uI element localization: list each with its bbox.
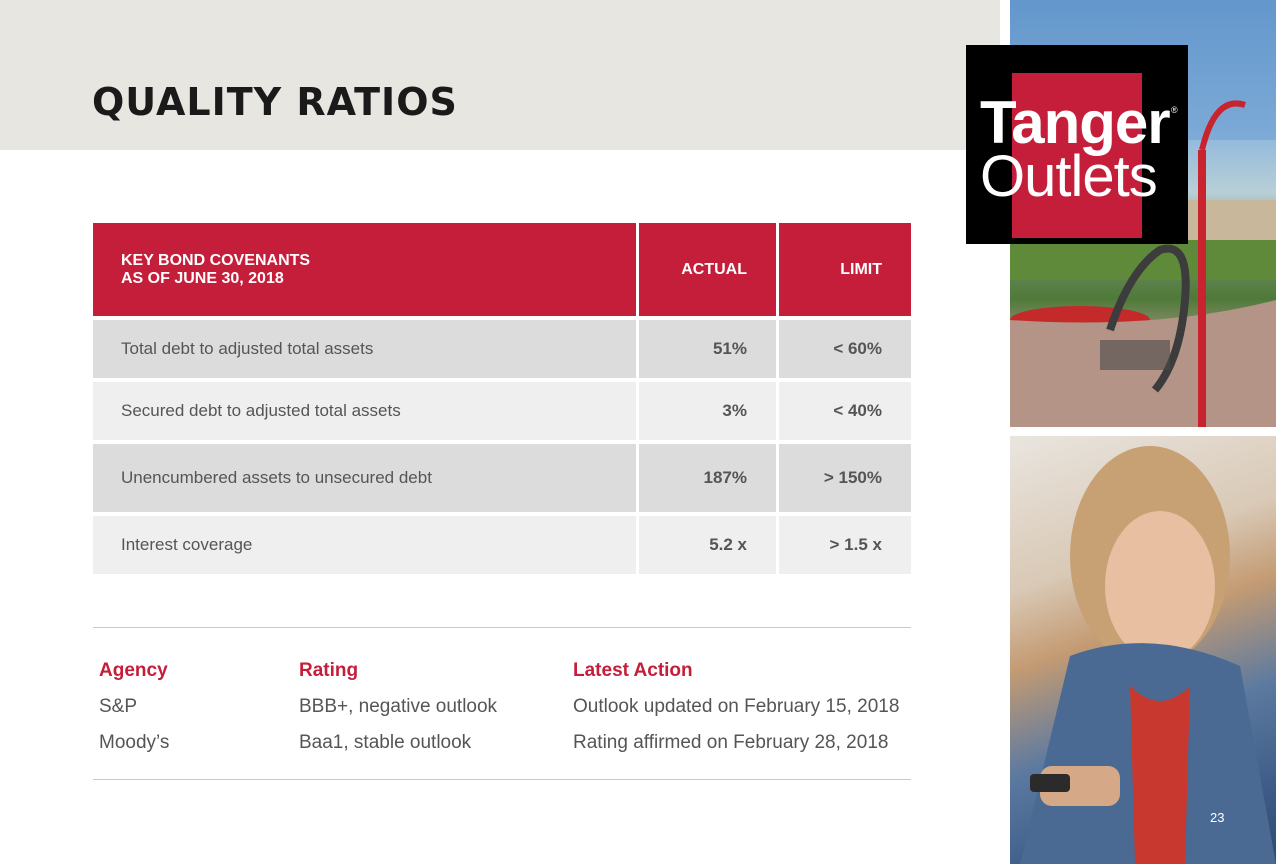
covenant-limit: > 1.5 x	[776, 516, 911, 574]
covenant-actual: 5.2 x	[636, 516, 776, 574]
rating-value: Baa1, stable outlook	[299, 732, 472, 753]
rating-agency: S&P	[99, 696, 138, 717]
logo-word-tanger: Tanger	[980, 89, 1170, 156]
page-title: QUALITY RATIOS	[92, 80, 458, 124]
rating-action: Outlook updated on February 15, 2018	[573, 696, 900, 717]
covenant-name: Total debt to adjusted total assets	[121, 339, 374, 358]
registered-mark: ®	[1171, 105, 1178, 115]
logo-word-outlets: Outlets	[980, 144, 1157, 209]
table-row	[99, 725, 959, 761]
table-row	[93, 320, 911, 382]
ratings-table	[99, 653, 959, 761]
table-row	[93, 444, 911, 516]
table-row	[99, 689, 959, 725]
covenant-actual: 3%	[636, 382, 776, 440]
rating-value: BBB+, negative outlook	[299, 696, 498, 717]
covenant-limit: < 60%	[776, 320, 911, 378]
covenants-table-header	[93, 223, 911, 320]
table-row	[93, 382, 911, 444]
covenants-header-label: KEY BOND COVENANTS AS OF JUNE 30, 2018	[121, 251, 311, 287]
tanger-outlets-logo	[966, 45, 1188, 244]
covenants-table	[93, 223, 911, 578]
table-row	[93, 516, 911, 578]
covenant-limit: > 150%	[776, 444, 911, 512]
ratings-header-agency: Agency	[99, 660, 168, 681]
covenants-header-actual: ACTUAL	[636, 223, 776, 316]
covenant-name: Secured debt to adjusted total assets	[121, 401, 401, 420]
page-number: 23	[1210, 810, 1225, 825]
rating-action: Rating affirmed on February 28, 2018	[573, 732, 889, 753]
ratings-top-rule	[93, 627, 911, 628]
covenant-name: Interest coverage	[121, 535, 253, 554]
ratings-header	[99, 653, 959, 689]
covenants-header-limit: LIMIT	[776, 223, 911, 316]
covenant-name: Unencumbered assets to unsecured debt	[121, 468, 432, 487]
rating-agency: Moody’s	[99, 732, 170, 753]
header-band	[0, 0, 1000, 150]
shopper-photo	[1010, 436, 1276, 864]
covenant-actual: 187%	[636, 444, 776, 512]
covenant-actual: 51%	[636, 320, 776, 378]
ratings-header-action: Latest Action	[573, 660, 693, 681]
covenant-limit: < 40%	[776, 382, 911, 440]
ratings-bottom-rule	[93, 779, 911, 780]
ratings-header-rating: Rating	[299, 660, 359, 681]
